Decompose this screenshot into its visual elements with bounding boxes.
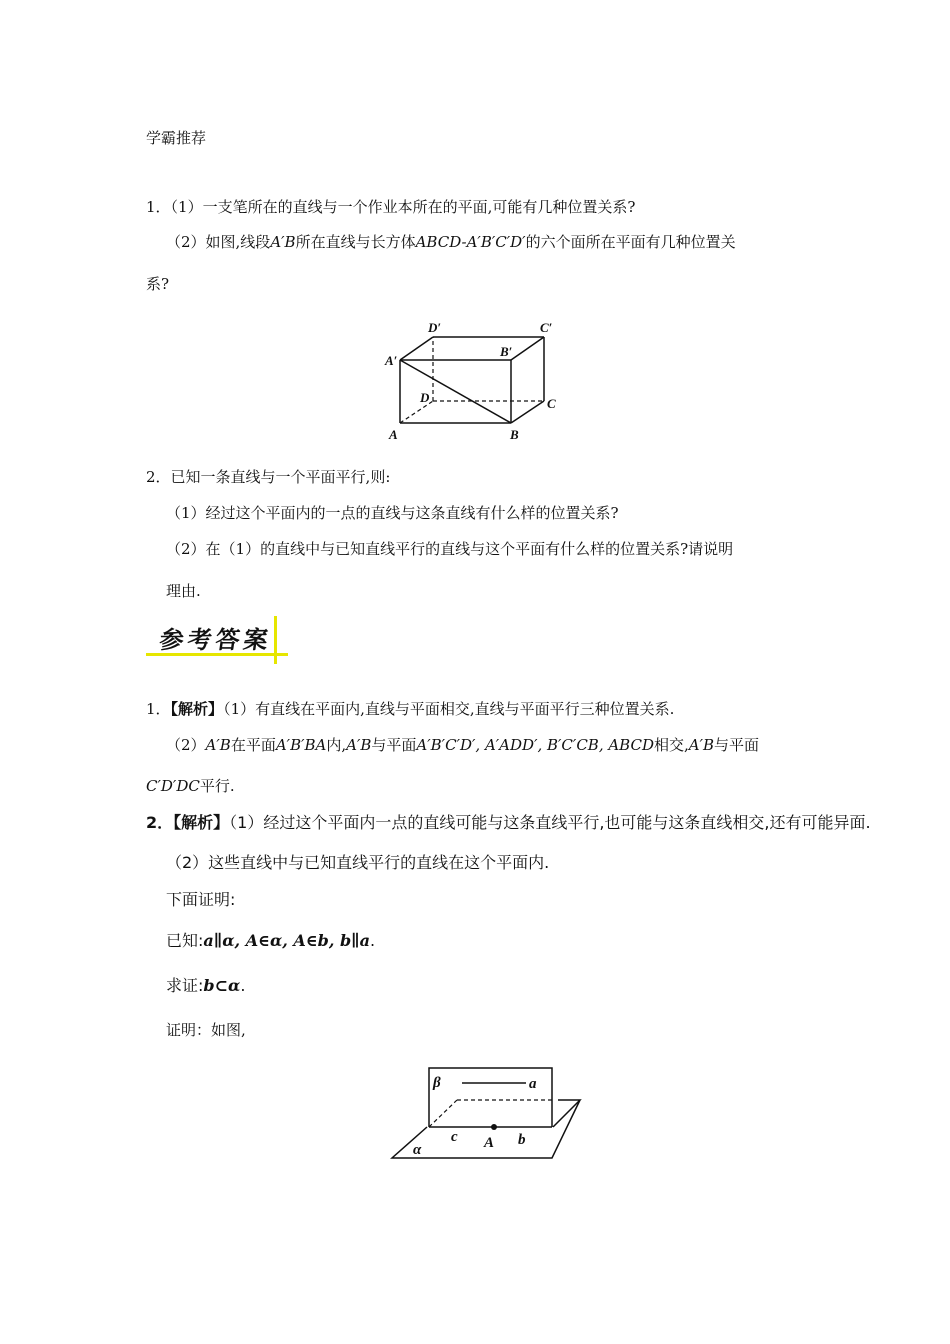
answer-1-part-2 [166, 735, 759, 755]
a1p2-e: 内, [326, 736, 347, 754]
proof-start: 证明：如图, [166, 1021, 246, 1039]
a1p2-c: 在平面 [230, 736, 276, 754]
label-B1: B′ [500, 344, 513, 359]
edge-B-C [511, 401, 544, 423]
a1p2-j: A′B [688, 736, 715, 754]
a1p2-g: 与平面 [371, 736, 417, 754]
a1p2-f: A′B [346, 736, 372, 754]
label-A: A [389, 427, 398, 442]
answer-1-part-1 [146, 699, 674, 719]
question-2-part-1: （1）经过这个平面内的一点的直线与这条直线有什么样的位置关系? [166, 504, 619, 522]
question-1-number: 1． [146, 198, 171, 216]
segment-A1-B [400, 360, 511, 423]
label-A: A [484, 1135, 495, 1151]
answer-2-number: 2． [146, 813, 174, 832]
a1p2-h: A′B′C′D′, A′ADD′, B′C′CB, ABCD [416, 736, 654, 754]
question-2-number: 2． [146, 468, 171, 486]
question-1-part-2-cont: 系? [146, 275, 170, 293]
edge-B1-C1 [511, 337, 544, 360]
label-C1: C′ [540, 320, 553, 335]
answer-1-tag: 【解析】 [170, 700, 224, 718]
given-expression: a∥α, A∈α, A∈b, b∥a [203, 931, 371, 950]
a1p2-i: 相交, [654, 736, 689, 754]
question-2-intro-text: 已知一条直线与一个平面平行,则: [170, 468, 391, 486]
answer-2-part-2: （2）这些直线中与已知直线平行的直线在这个平面内. [166, 853, 550, 872]
question-1-text-1: （1）一支笔所在的直线与一个作业本所在的平面,可能有几种位置关系? [170, 198, 636, 216]
answer-banner [146, 616, 288, 664]
label-c: c [451, 1129, 458, 1145]
q1p2-prefix: （2）如图,线段 [166, 233, 271, 251]
cuboid-figure [380, 315, 570, 445]
answer-2-tag: 【解析】 [173, 813, 230, 832]
answer-1-part-2-cont [146, 776, 235, 796]
label-D1: D′ [428, 320, 442, 335]
proof-goal [166, 976, 245, 996]
question-1-part-1 [146, 197, 635, 217]
a1p2-k: 与平面 [714, 736, 760, 754]
label-b: b [518, 1132, 526, 1148]
q1p2-segment: A′B [270, 233, 296, 251]
given-end: . [370, 931, 376, 950]
a1p2-cont-a: C′D′DC [146, 777, 200, 795]
label-C: C [547, 396, 556, 411]
prove-expression: b⊂α [203, 976, 241, 995]
q1p2-end: 的六个面所在平面有几种位置关 [525, 233, 736, 251]
q1p2-box: ABCD-A′B′C′D′ [415, 233, 526, 251]
question-2-part-2-cont: 理由. [166, 582, 201, 600]
point-A [491, 1124, 497, 1130]
a1p2-d: A′B′BA [275, 736, 327, 754]
page-header: 学霸推荐 [146, 129, 207, 147]
label-a: a [529, 1076, 537, 1092]
question-2-part-2: （2）在（1）的直线中与已知直线平行的直线与这个平面有什么样的位置关系?请说明 [166, 540, 734, 558]
question-2-intro [146, 467, 390, 487]
label-D: D [420, 390, 430, 405]
label-beta: β [433, 1075, 441, 1091]
prove-end: . [240, 976, 246, 995]
prove-label: 求证: [166, 976, 204, 995]
answer-1-text-1: （1）有直线在平面内,直线与平面相交,直线与平面平行三种位置关系. [223, 700, 675, 718]
a1p2-a: （2） [166, 736, 206, 754]
label-B: B [510, 427, 519, 442]
label-A1: A′ [385, 353, 398, 368]
question-1-part-2 [166, 232, 736, 252]
proof-given [166, 931, 375, 951]
answer-1-number: 1． [146, 700, 171, 718]
given-label: 已知: [166, 931, 204, 950]
plane-alpha-visible [553, 1100, 580, 1127]
answer-banner-title: 参考答案 [157, 625, 274, 654]
a1p2-b: A′B [205, 736, 231, 754]
edge-D1-A1 [400, 337, 433, 360]
proof-intro: 下面证明: [166, 890, 236, 909]
q1p2-mid: 所在直线与长方体 [295, 233, 416, 251]
label-alpha: α [413, 1142, 422, 1158]
planes-figure [380, 1060, 600, 1170]
banner-vertical-bar [274, 616, 277, 664]
answer-2-text-1: （1）经过这个平面内一点的直线可能与这条直线平行,也可能与这条直线相交,还有可能异面. [229, 813, 871, 832]
hidden-plane-edge-1 [429, 1100, 457, 1127]
a1p2-cont-b: 平行. [199, 777, 235, 795]
answer-2-part-1 [146, 813, 871, 833]
